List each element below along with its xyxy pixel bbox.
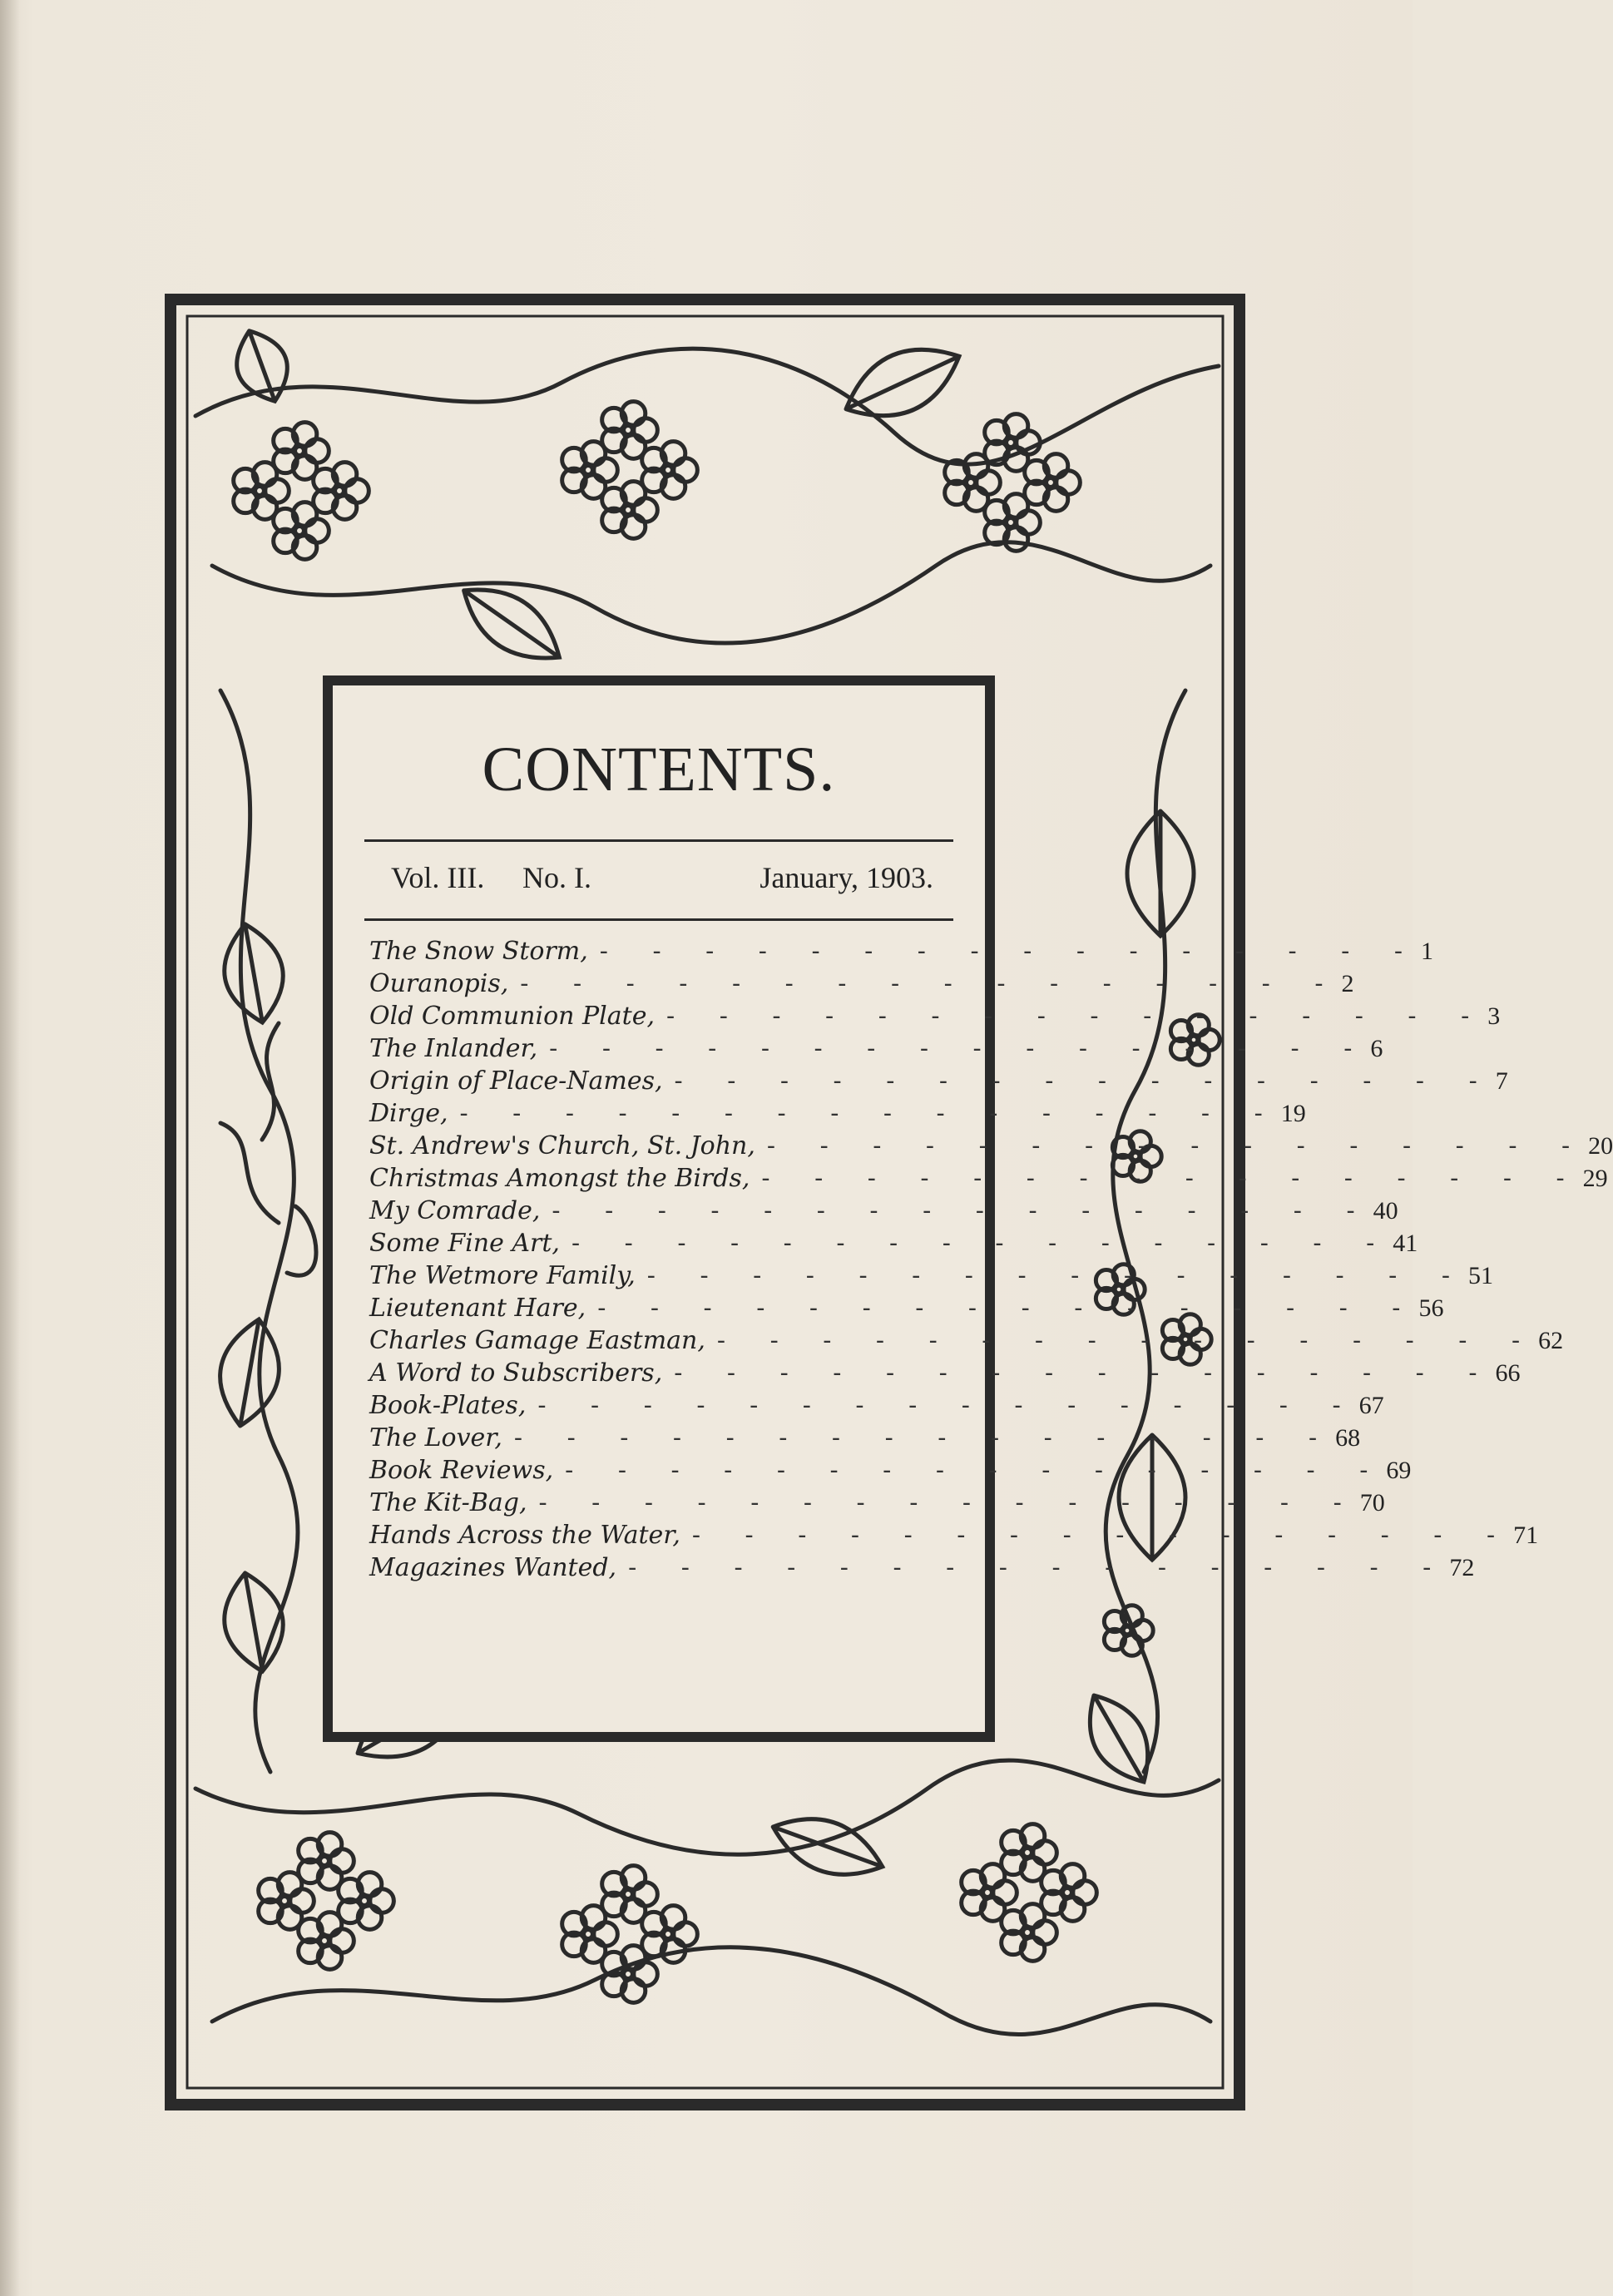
vine-ornament (195, 349, 1219, 464)
leaf-ornament (216, 919, 291, 1027)
toc-entry (369, 1358, 1521, 1391)
toc-entry-page: 51 (1468, 1262, 1493, 1289)
vine-ornament (220, 1023, 316, 1275)
toc-entry-page: 7 (1495, 1067, 1508, 1095)
toc-entry-title: Ouranopis, (369, 969, 509, 998)
toc-entry-page: 2 (1341, 970, 1354, 997)
toc-entry-title: Lieutenant Hare, (369, 1294, 586, 1323)
toc-leader-dashes: - - - - - - - - - - - - - - - - (513, 1423, 1336, 1452)
issue-date: January, 1903. (759, 861, 933, 894)
toc-entry-title: The Wetmore Family, (369, 1261, 636, 1290)
toc-leader-dashes: - - - - - - - - - - - - - - - - (599, 937, 1421, 966)
toc-entry (369, 1391, 1384, 1423)
leaf-ornament (764, 1804, 891, 1890)
toc-entry (369, 1521, 1539, 1553)
toc-entry (369, 1229, 1418, 1261)
toc-leader-dashes: - - - - - - - - - - - - - - - - (537, 1391, 1359, 1420)
toc-entry (369, 937, 1433, 969)
toc-entry-page: 41 (1393, 1230, 1418, 1257)
vine-ornament (195, 1760, 1219, 1854)
issue-rule (364, 918, 953, 921)
toc-leader-dashes: - - - - - - - - - - - - - - - - (716, 1326, 1539, 1355)
leaf-ornament (834, 330, 972, 436)
contents-panel (323, 675, 1613, 1742)
toc-leader-dashes: - - - - - - - - - - - - - - - - (549, 1034, 1371, 1063)
leaf-ornament (449, 570, 573, 677)
toc-entry (369, 1488, 1385, 1521)
toc-entry-title: Hands Across the Water, (369, 1521, 680, 1550)
toc-entry-page: 71 (1513, 1522, 1539, 1549)
toc-entry-page: 20 (1588, 1132, 1613, 1160)
toc-entry-title: Charles Gamage Eastman, (369, 1326, 705, 1355)
toc-entry (369, 1034, 1383, 1066)
toc-entry-title: My Comrade, (369, 1196, 541, 1225)
volume-label: Vol. III. (391, 861, 485, 894)
toc-leader-dashes: - - - - - - - - - - - - - - - - (766, 1131, 1589, 1160)
table-of-contents (369, 937, 1613, 1586)
flower-ornament (314, 463, 369, 520)
toc-entry-title: St. Andrew's Church, St. John, (369, 1131, 755, 1160)
toc-entry-title: Book-Plates, (369, 1391, 527, 1420)
toc-entry-title: The Lover, (369, 1423, 502, 1452)
toc-entry-title: Magazines Wanted, (369, 1553, 617, 1582)
toc-entry-page: 66 (1495, 1359, 1521, 1387)
toc-entry-title: Dirge, (369, 1099, 448, 1128)
toc-entry (369, 1066, 1508, 1099)
toc-leader-dashes: - - - - - - - - - - - - - - - - (674, 1066, 1496, 1096)
toc-entry-title: The Inlander, (369, 1034, 538, 1063)
toc-entry-title: Origin of Place-Names, (369, 1066, 663, 1096)
toc-entry-page: 1 (1421, 938, 1433, 965)
toc-leader-dashes: - - - - - - - - - - - - - - - - (674, 1358, 1496, 1388)
toc-entry (369, 1164, 1608, 1196)
toc-entry-page: 67 (1358, 1392, 1384, 1419)
toc-entry-page: 3 (1487, 1002, 1501, 1030)
toc-entry-page: 6 (1370, 1035, 1383, 1062)
toc-entry-page: 56 (1418, 1294, 1444, 1322)
toc-entry (369, 1002, 1501, 1034)
toc-entry-page: 40 (1373, 1197, 1398, 1225)
vine-ornament (212, 1947, 1210, 2035)
toc-leader-dashes: - - - - - - - - - - - - - - - - (646, 1261, 1468, 1290)
toc-entry-page: 70 (1359, 1489, 1385, 1517)
flower-ornament (1104, 1606, 1153, 1656)
toc-entry (369, 1456, 1412, 1488)
toc-leader-dashes: - - - - - - - - - - - - - - - - (666, 1002, 1488, 1031)
toc-entry-title: The Snow Storm, (369, 937, 588, 966)
flower-ornament (1025, 454, 1081, 512)
toc-entry (369, 1553, 1475, 1586)
toc-entry (369, 1423, 1361, 1456)
leaf-ornament (211, 1314, 288, 1431)
toc-entry-page: 29 (1582, 1165, 1608, 1192)
toc-entry (369, 1326, 1564, 1358)
toc-entry-page: 68 (1335, 1424, 1361, 1452)
flower-ornament (1042, 1864, 1097, 1922)
toc-entry-title: Christmas Amongst the Birds, (369, 1164, 750, 1193)
toc-entry-title: Book Reviews, (369, 1456, 554, 1485)
toc-leader-dashes: - - - - - - - - - - - - - - - - (520, 969, 1342, 998)
toc-entry-page: 62 (1538, 1327, 1564, 1354)
toc-leader-dashes: - - - - - - - - - - - - - - - - (459, 1099, 1281, 1128)
toc-entry-title: Some Fine Art, (369, 1229, 560, 1258)
toc-entry (369, 1131, 1613, 1164)
toc-leader-dashes: - - - - - - - - - - - - - - - - (691, 1521, 1514, 1550)
toc-entry (369, 1099, 1306, 1131)
vine-ornament (220, 690, 298, 1772)
leaf-ornament (216, 1568, 291, 1676)
toc-leader-dashes: - - - - - - - - - - - - - - - - (552, 1196, 1373, 1225)
spine-shadow (0, 0, 20, 2296)
toc-leader-dashes: - - - - - - - - - - - - - - - - (565, 1456, 1387, 1485)
toc-leader-dashes: - - - - - - - - - - - - - - - - (597, 1294, 1419, 1323)
title-rule (364, 839, 953, 842)
flower-ornament (642, 442, 698, 499)
flower-ornament (339, 1873, 394, 1930)
toc-entry-title: Old Communion Plate, (369, 1002, 656, 1031)
page-title: CONTENTS. (482, 735, 836, 804)
toc-leader-dashes: - - - - - - - - - - - - - - - - (538, 1488, 1360, 1517)
toc-entry (369, 1196, 1398, 1229)
vine-ornament (212, 542, 1210, 643)
toc-entry-title: The Kit-Bag, (369, 1488, 527, 1517)
toc-entry-page: 72 (1449, 1554, 1475, 1581)
number-label: No. I. (522, 861, 591, 894)
toc-entry-page: 69 (1386, 1457, 1412, 1484)
toc-entry-title: A Word to Subscribers, (369, 1358, 663, 1388)
toc-leader-dashes: - - - - - - - - - - - - - - - - (761, 1164, 1583, 1193)
toc-entry (369, 1261, 1493, 1294)
toc-entry (369, 1294, 1444, 1326)
toc-entry (369, 969, 1354, 1002)
toc-leader-dashes: - - - - - - - - - - - - - - - - (571, 1229, 1393, 1258)
toc-leader-dashes: - - - - - - - - - - - - - - - - (628, 1553, 1450, 1582)
toc-entry-page: 19 (1280, 1100, 1306, 1127)
